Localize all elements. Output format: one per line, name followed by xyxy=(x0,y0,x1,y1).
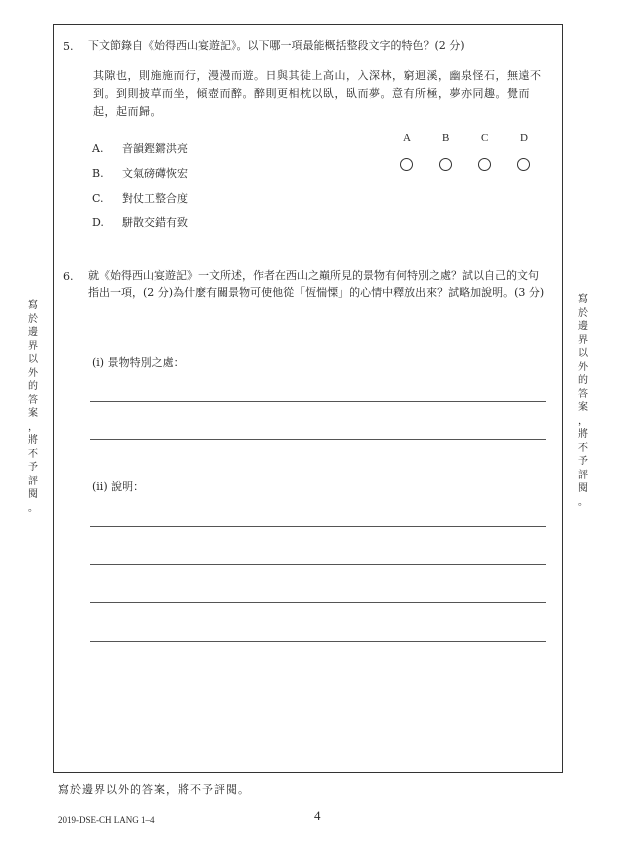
answer-column-b: B xyxy=(442,132,450,144)
margin-note-char: 閱 xyxy=(28,489,38,500)
answer-bubble-c[interactable] xyxy=(478,158,491,171)
margin-note-char: 不 xyxy=(28,448,38,460)
answer-column-d: D xyxy=(520,132,528,144)
margin-note-char: 邊 xyxy=(28,327,38,338)
margin-note-char: 界 xyxy=(28,340,38,352)
option-b-text: 文氣磅礡恢宏 xyxy=(122,167,188,180)
margin-note-char: 外 xyxy=(28,367,38,379)
margin-note-char: 。 xyxy=(578,496,588,508)
answer-line-i-2[interactable] xyxy=(90,439,546,440)
margin-note-char: 案 xyxy=(28,408,38,419)
option-a xyxy=(92,140,188,156)
page-number: 4 xyxy=(314,808,321,823)
margin-note-char: 寫 xyxy=(578,294,588,305)
right-margin-note xyxy=(576,293,590,509)
margin-note-char: 的 xyxy=(578,375,588,386)
answer-bubble-b[interactable] xyxy=(439,158,452,171)
answer-bubble-d[interactable] xyxy=(517,158,530,171)
margin-note-char: 評 xyxy=(28,475,38,487)
part-ii-label: (ii) 說明： xyxy=(92,480,145,493)
option-b-letter: B. xyxy=(92,167,104,180)
margin-note-char: 將 xyxy=(578,429,588,440)
margin-note-char: 閱 xyxy=(578,483,588,494)
question-5-prompt: 下文節錄自《始得西山宴遊記》。以下哪一項最能概括整段文字的特色？(2 分) xyxy=(88,39,465,52)
left-margin-note xyxy=(26,299,40,515)
margin-note-char: 界 xyxy=(578,334,588,346)
part-i-label: (i) 景物特別之處： xyxy=(92,356,185,369)
answer-line-ii-3[interactable] xyxy=(90,602,546,603)
option-d xyxy=(92,214,188,230)
option-d-letter: D. xyxy=(92,216,104,229)
margin-note-char: 的 xyxy=(28,381,38,392)
question-6-prompt: 就《始得西山宴遊記》一文所述，作者在西山之巔所見的景物有何特別之處？試以自己的文句指出一項，(2 分)為什麼有關景物可使他從「恆惴慄」的心情中釋放出來？試略加說明。(3 分) xyxy=(88,269,545,299)
margin-note-char: 以 xyxy=(578,348,588,359)
margin-note-char: ， xyxy=(578,415,588,427)
margin-note-char: 予 xyxy=(28,462,38,473)
margin-note-char: 案 xyxy=(578,402,588,413)
answer-line-i-1[interactable] xyxy=(90,401,546,402)
margin-note-char: 。 xyxy=(28,502,38,514)
answer-line-ii-1[interactable] xyxy=(90,526,546,527)
margin-note-char: 邊 xyxy=(578,321,588,332)
margin-note-char: 於 xyxy=(578,307,588,319)
paper-code: 2019-DSE-CH LANG 1–4 xyxy=(58,815,155,825)
footer-note: 寫於邊界以外的答案，將不予評閱。 xyxy=(58,783,250,796)
question-5-passage: 其隙也，則施施而行，漫漫而遊。日與其徒上高山，入深林，窮迴溪，幽泉怪石，無遠不到。到則披草而坐，傾壺而醉。醉則更相枕以臥，臥而夢。意有所極，夢亦同趣。覺而起，起而歸。 xyxy=(93,69,542,118)
option-b xyxy=(92,165,188,181)
option-a-letter: A. xyxy=(92,142,104,155)
margin-note-char: 答 xyxy=(28,394,38,406)
margin-note-char: 答 xyxy=(578,388,588,400)
option-c-text: 對仗工整合度 xyxy=(122,192,188,205)
margin-note-char: 予 xyxy=(578,456,588,467)
option-c xyxy=(92,190,188,206)
answer-bubble-a[interactable] xyxy=(400,158,413,171)
margin-note-char: 寫 xyxy=(28,300,38,311)
margin-note-char: 不 xyxy=(578,442,588,454)
question-5-number: 5. xyxy=(63,40,74,53)
answer-line-ii-4[interactable] xyxy=(90,641,546,642)
margin-note-char: ， xyxy=(28,421,38,433)
margin-note-char: 外 xyxy=(578,361,588,373)
answer-column-a: A xyxy=(403,132,411,144)
margin-note-char: 以 xyxy=(28,354,38,365)
question-6-number: 6. xyxy=(63,270,74,283)
margin-note-char: 評 xyxy=(578,469,588,481)
option-d-text: 駢散交錯有致 xyxy=(122,216,188,229)
option-c-letter: C. xyxy=(92,192,104,205)
margin-note-char: 於 xyxy=(28,313,38,325)
option-a-text: 音韻鏗鏘洪亮 xyxy=(122,142,188,155)
answer-line-ii-2[interactable] xyxy=(90,564,546,565)
margin-note-char: 將 xyxy=(28,435,38,446)
answer-column-c: C xyxy=(481,132,489,144)
